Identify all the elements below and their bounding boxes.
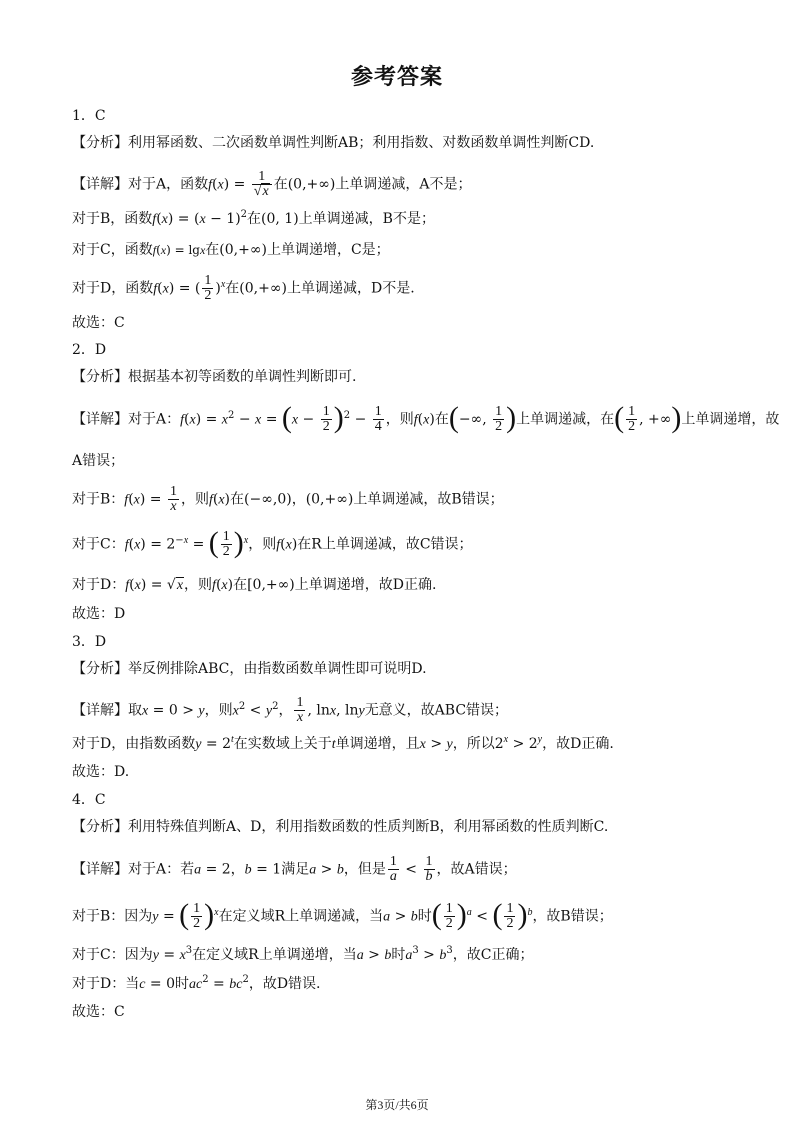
q4-detail-mid2: 满足 <box>281 861 310 878</box>
q2-detail-cont: A错误； <box>72 453 125 469</box>
q2-b-post: 在(−∞,0)，(0,+∞)上单调递减，故B错误； <box>230 491 504 508</box>
q3-d-mid3: ，所以 <box>452 736 495 752</box>
q2-detail-b: 对于B：f(x) = $\frac{1}{x}$ ，则f(x)在(−∞,0)，(0,+∞)上单调递减，故B错误； <box>72 484 504 514</box>
fraction: $\frac{1}{√x}$ <box>252 170 272 199</box>
q1-analysis: 【分析】利用幂函数、二次函数单调性判断AB；利用指数、对数函数单调性判断CD. <box>72 135 595 151</box>
q2-detail-c: 对于C：$f(x) = 2^{-x}$ = ( $\frac{1}{2}$ )$^x$，则f(x)在R上单调递减，故C错误； <box>72 525 473 559</box>
q1-d-pre: 对于D，函数 <box>72 280 154 297</box>
q3-answer: 故选：D. <box>72 764 130 780</box>
q4-c-mid2: 时 <box>391 947 406 963</box>
q1-detail-d: 对于D，函数f(x) = ( $\frac{1}{2}$ )$^x$在(0,+∞)上单调递减，D不是. <box>72 273 415 303</box>
q1-number: 1．C <box>72 108 106 124</box>
q4-d-pre: 对于D：当 <box>72 976 140 992</box>
q1-detail-a-pre: 【详解】对于A，函数 <box>72 176 209 193</box>
q2-detail-a: 【详解】对于A：$f(x) = x^2 - x = (x$ − $\frac{1}{2}$ )$^2$ − $\frac{1}{4}$ ，则f(x)在(−∞, $\frac{1}{2}$ )上单调递减，在( $\frac{1}{2}$ , +∞)上单调递增，故 <box>72 400 780 434</box>
q2-detail-mid1: ，则 <box>385 411 414 428</box>
q3-detail-pre: 【详解】取 <box>72 702 142 719</box>
page-footer: 第3页/共6页 <box>365 1098 429 1112</box>
q2-detail-pre: 【详解】对于A： <box>72 411 181 428</box>
q1-c-pre: 对于C，函数 <box>72 242 153 258</box>
q4-number: 4．C <box>72 792 106 808</box>
formula: f <box>208 177 213 193</box>
q2-d-pre: 对于D： <box>72 577 126 593</box>
q1-c-post: 在(0,+∞)上单调递增，C是； <box>205 242 390 258</box>
q3-d-mid1: 在实数域上关于 <box>233 736 332 752</box>
q4-detail-b: 对于B：因为y = ( $\frac{1}{2}$ )$^x$在定义域R上单调递减，当a > b时( $\frac{1}{2}$ )$^a$ < ( $\frac{1}{2}$ )$^b$，故B错误； <box>72 897 613 931</box>
q1-b-pre: 对于B，函数 <box>72 211 153 227</box>
q4-c-mid1: 在定义域R上单调递增，当 <box>192 947 357 963</box>
q4-b-mid2: 时 <box>417 908 432 925</box>
q2-d-mid: ，则 <box>184 577 213 593</box>
q4-detail-mid1: ， <box>230 861 245 878</box>
q1-d-post: 在(0,+∞)上单调递减，D不是. <box>225 280 415 297</box>
q2-detail-mid2: 在 <box>434 411 449 428</box>
q4-detail-c: 对于C：因为$y = x^3$在定义域R上单调递增，当a > b时$a^3 > b^3$，故C正确； <box>72 945 534 963</box>
q3-analysis: 【分析】举反例排除ABC，由指数函数单调性即可说明D. <box>72 661 427 677</box>
q2-detail-post: 上单调递增，故 <box>681 411 780 428</box>
q1-answer: 故选：C <box>72 315 125 331</box>
q4-c-pre: 对于C：因为 <box>72 947 153 963</box>
q3-d-pre: 对于D，由指数函数 <box>72 736 196 752</box>
q4-detail-pre: 【详解】对于A：若 <box>72 861 195 878</box>
q4-d-mid: 时 <box>175 976 189 992</box>
q4-b-pre: 对于B：因为 <box>72 908 153 925</box>
q2-d-post: 在[0,+∞)上单调递增，故D正确. <box>233 577 437 593</box>
q4-d-post: ，故D错误. <box>248 976 321 992</box>
q1-detail-a-post: 在(0,+∞)上单调递减，A不是； <box>273 176 472 193</box>
q2-b-mid: ，则 <box>180 491 209 508</box>
q1-b-post: 在(0, 1)上单调递减，B不是； <box>247 211 435 227</box>
q2-analysis: 【分析】根据基本初等函数的单调性判断即可. <box>72 369 357 385</box>
q4-answer: 故选：C <box>72 1004 125 1020</box>
q2-c-pre: 对于C： <box>72 536 125 553</box>
q2-b-pre: 对于B： <box>72 491 125 508</box>
q4-analysis: 【分析】利用特殊值判断A、D，利用指数函数的性质判断B，利用幂函数的性质判断C. <box>72 819 609 835</box>
q3-number: 3．D <box>72 634 107 650</box>
page-title: 参考答案 <box>350 65 443 90</box>
q2-detail-d: 对于D：f(x) = √x，则f(x)在[0,+∞)上单调递增，故D正确. <box>72 577 437 593</box>
q3-detail-mid: ，则 <box>204 702 233 719</box>
q2-c-mid: ，则 <box>248 536 277 553</box>
q4-b-mid1: 在定义域R上单调递减，当 <box>218 908 384 925</box>
q3-detail-d: 对于D，由指数函数$y = 2^t$在实数域上关于t单调递增，且x > y，所以$2^x > 2^y$，故D正确. <box>72 734 614 752</box>
q4-detail-a: 【详解】对于A：若a = 2，b = 1满足a > b，但是 $\frac{1}{a}$ < $\frac{1}{b}$ ，故A错误； <box>72 854 517 884</box>
q1-detail-a: 【详解】对于A，函数f(x) = $\frac{1}{√x}$ 在(0,+∞)上单调递减，A不是； <box>72 169 472 199</box>
q4-detail-post: ，故A错误； <box>436 861 517 878</box>
q4-detail-d: 对于D：当c = 0时$ac^2 = bc^2$，故D错误. <box>72 974 321 992</box>
q2-number: 2．D <box>72 342 107 358</box>
q4-detail-mid3: ，但是 <box>343 861 386 878</box>
q4-c-post: ，故C正确； <box>452 947 534 963</box>
q1-detail-b: 对于B，函数$f(x) = (x - 1)^2$在(0, 1)上单调递减，B不是； <box>72 209 435 227</box>
q3-d-mid2: 单调递增，且 <box>335 736 420 752</box>
q3-d-post: ，故D正确. <box>542 736 614 752</box>
q2-detail-mid3: 上单调递减，在 <box>516 411 615 428</box>
q4-b-post: ，故B错误； <box>532 908 613 925</box>
q3-detail-post: 无意义，故ABC错误； <box>364 702 509 719</box>
q2-answer: 故选：D <box>72 606 126 622</box>
q2-c-post: 在R上单调递减，故C错误； <box>297 536 473 553</box>
q3-detail: 【详解】取x = 0 > y，则$x^2 < y^2$， $\frac{1}{x}$ , lnx, lny无意义，故ABC错误； <box>72 695 509 725</box>
q1-detail-c: 对于C，函数f(x) = lgx在(0,+∞)上单调递增，C是； <box>72 242 390 258</box>
